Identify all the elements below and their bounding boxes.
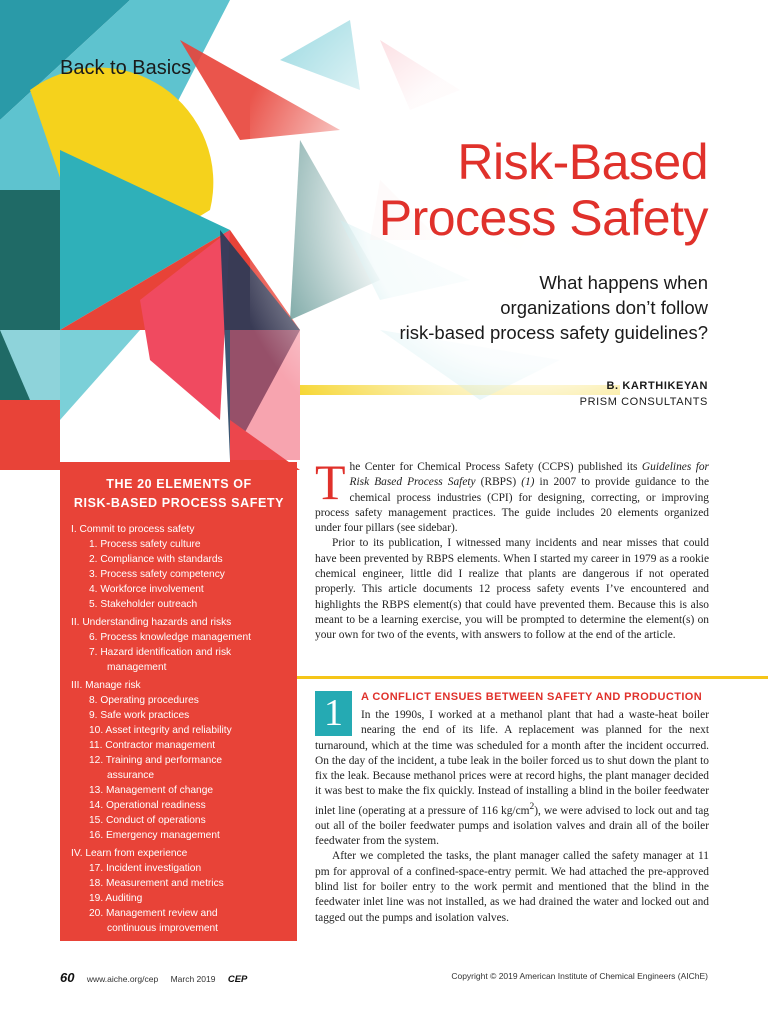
element-item-continued: [71, 660, 287, 675]
page-title: [379, 134, 708, 246]
element-item: 20. Management review and: [89, 908, 218, 919]
element-item-continued: [71, 921, 287, 936]
title-line: Process Safety: [378, 190, 708, 246]
case-heading: A CONFLICT ENSUES BETWEEN SAFETY AND PRODUCTION: [361, 691, 703, 703]
byline: [580, 378, 708, 410]
element-item: 2. Compliance with standards: [89, 554, 223, 565]
author-name: B. KARTHIKEYAN: [606, 380, 708, 392]
drop-cap: T: [315, 454, 346, 510]
subtitle-line: risk-based process safety guidelines?: [399, 322, 708, 343]
element-item: 8. Operating procedures: [89, 695, 199, 706]
text-run: In the 1990s, I worked at a methanol plant that had a waste-heat boiler nearing the end of its life. A replacement was planned for the next turnaround, which at the time was scheduled for a month after the incident occurred. On the day of the incident, a tube leak in the boiler forced us to shut down the plant to fix the leak. Because methanol prices were at record highs, the plant manager decided it was best to make the fix quickly. Instead of installing a blind in the boiler feedwater inlet line (operating at a pressure of 116 kg/cm: [315, 709, 709, 817]
footer-url[interactable]: www.aiche.org/cep: [86, 974, 159, 984]
element-item: 15. Conduct of operations: [89, 815, 206, 826]
sidebar-title-line: RISK-BASED PROCESS SAFETY: [73, 496, 285, 510]
footer-left: [60, 970, 247, 985]
guidelines-title: Guidelines for Risk Based Process Safety: [349, 461, 709, 489]
intro-paragraph: [315, 454, 710, 536]
element-item-continued: [71, 768, 287, 783]
subtitle: [400, 270, 709, 345]
case-1: [315, 690, 709, 926]
copyright-notice: Copyright © 2019 American Institute of Chemical Engineers (AIChE): [451, 971, 708, 981]
element-item: 5. Stakeholder outreach: [89, 599, 198, 610]
page-number: 60: [60, 970, 75, 985]
superscript: 2: [529, 801, 535, 812]
intro-text: [315, 454, 710, 644]
pillar-heading: IV. Learn from experience: [71, 848, 188, 859]
element-item: 18. Measurement and metrics: [89, 878, 224, 889]
sidebar-title: [71, 475, 287, 513]
element-item: 1. Process safety culture: [89, 539, 201, 550]
text-run: he Center for Chemical Process Safety (CCPS) published its: [349, 461, 642, 473]
subtitle-line: What happens when: [539, 272, 708, 293]
element-item: 6. Process knowledge management: [89, 632, 251, 643]
element-item: 10. Asset integrity and reliability: [89, 725, 232, 736]
sidebar-box: [60, 462, 297, 941]
text-run: ), we were advised to lock out and tag out all of the boiler feedwater pumps and isolation valves and drain all of the boiler feedwater from the system.: [315, 804, 709, 848]
intro-paragraph: Prior to its publication, I witnessed many incidents and near misses that could have been prevented by RBPS elements. When I started my career in 1979 as a rookie chemical engineer, little did I realize that plants are dangerous if not operated properly. This article documents 12 process safety events I’ve encountered and highlights the RBPS element(s) that could have prevented them. Because this is also meant to be a learning exercise, you will be prompted to determine the element(s) on your own for two of the events, with answers to follow at the end of the article.: [315, 537, 709, 642]
element-item: 16. Emergency management: [89, 830, 220, 841]
element-item: 4. Workforce involvement: [89, 584, 204, 595]
element-continuation: assurance: [107, 770, 155, 781]
pillar-heading: III. Manage risk: [71, 680, 141, 691]
pillar-heading: I. Commit to process safety: [71, 524, 195, 535]
element-item: 19. Auditing: [89, 893, 143, 904]
case-number-badge: 1: [315, 691, 352, 736]
element-item: 3. Process safety competency: [89, 569, 225, 580]
element-continuation: continuous improvement: [107, 923, 218, 934]
element-item: 9. Safe work practices: [89, 710, 190, 721]
case-paragraph: After we completed the tasks, the plant manager called the safety manager at 11 pm for approval of a confined-space-entry permit. We had attached the pre-approved blind list for boiler entry to the work permit and mentioned that the blind in the feedwater inlet line was not installed, as we had drained the water and locked out and tagged out the pumps and isolation valves.: [315, 850, 709, 924]
element-item: 14. Operational readiness: [89, 800, 206, 811]
text-run: (RBPS): [475, 476, 522, 489]
magazine-logo: CEP: [227, 974, 248, 985]
subtitle-line: organizations don’t follow: [500, 297, 708, 318]
reference-marker: (1): [521, 476, 535, 489]
section-label: Back to Basics: [60, 57, 192, 79]
case-paragraph: [315, 708, 709, 849]
element-item: 12. Training and performance: [89, 755, 223, 766]
element-item: 17. Incident investigation: [89, 863, 202, 874]
pillar-heading: II. Understanding hazards and risks: [71, 617, 232, 628]
element-item: 13. Management of change: [89, 785, 214, 796]
sidebar-title-line: THE 20 ELEMENTS OF: [106, 477, 252, 491]
element-item: 11. Contractor management: [89, 740, 216, 751]
section-divider: [297, 676, 768, 679]
element-item: 7. Hazard identification and risk: [89, 647, 232, 658]
text-run: in 2007 to provide guidance to the chemical process industries (CPI) for designing, correcting, or improving process safety management practices. The guide includes 20 elements organized under four pillars (see sidebar).: [315, 476, 710, 535]
footer-issue: March 2019: [170, 974, 216, 984]
element-continuation: management: [107, 662, 167, 673]
title-line: Risk-Based: [457, 134, 708, 190]
author-organization: PRISM CONSULTANTS: [579, 396, 708, 408]
